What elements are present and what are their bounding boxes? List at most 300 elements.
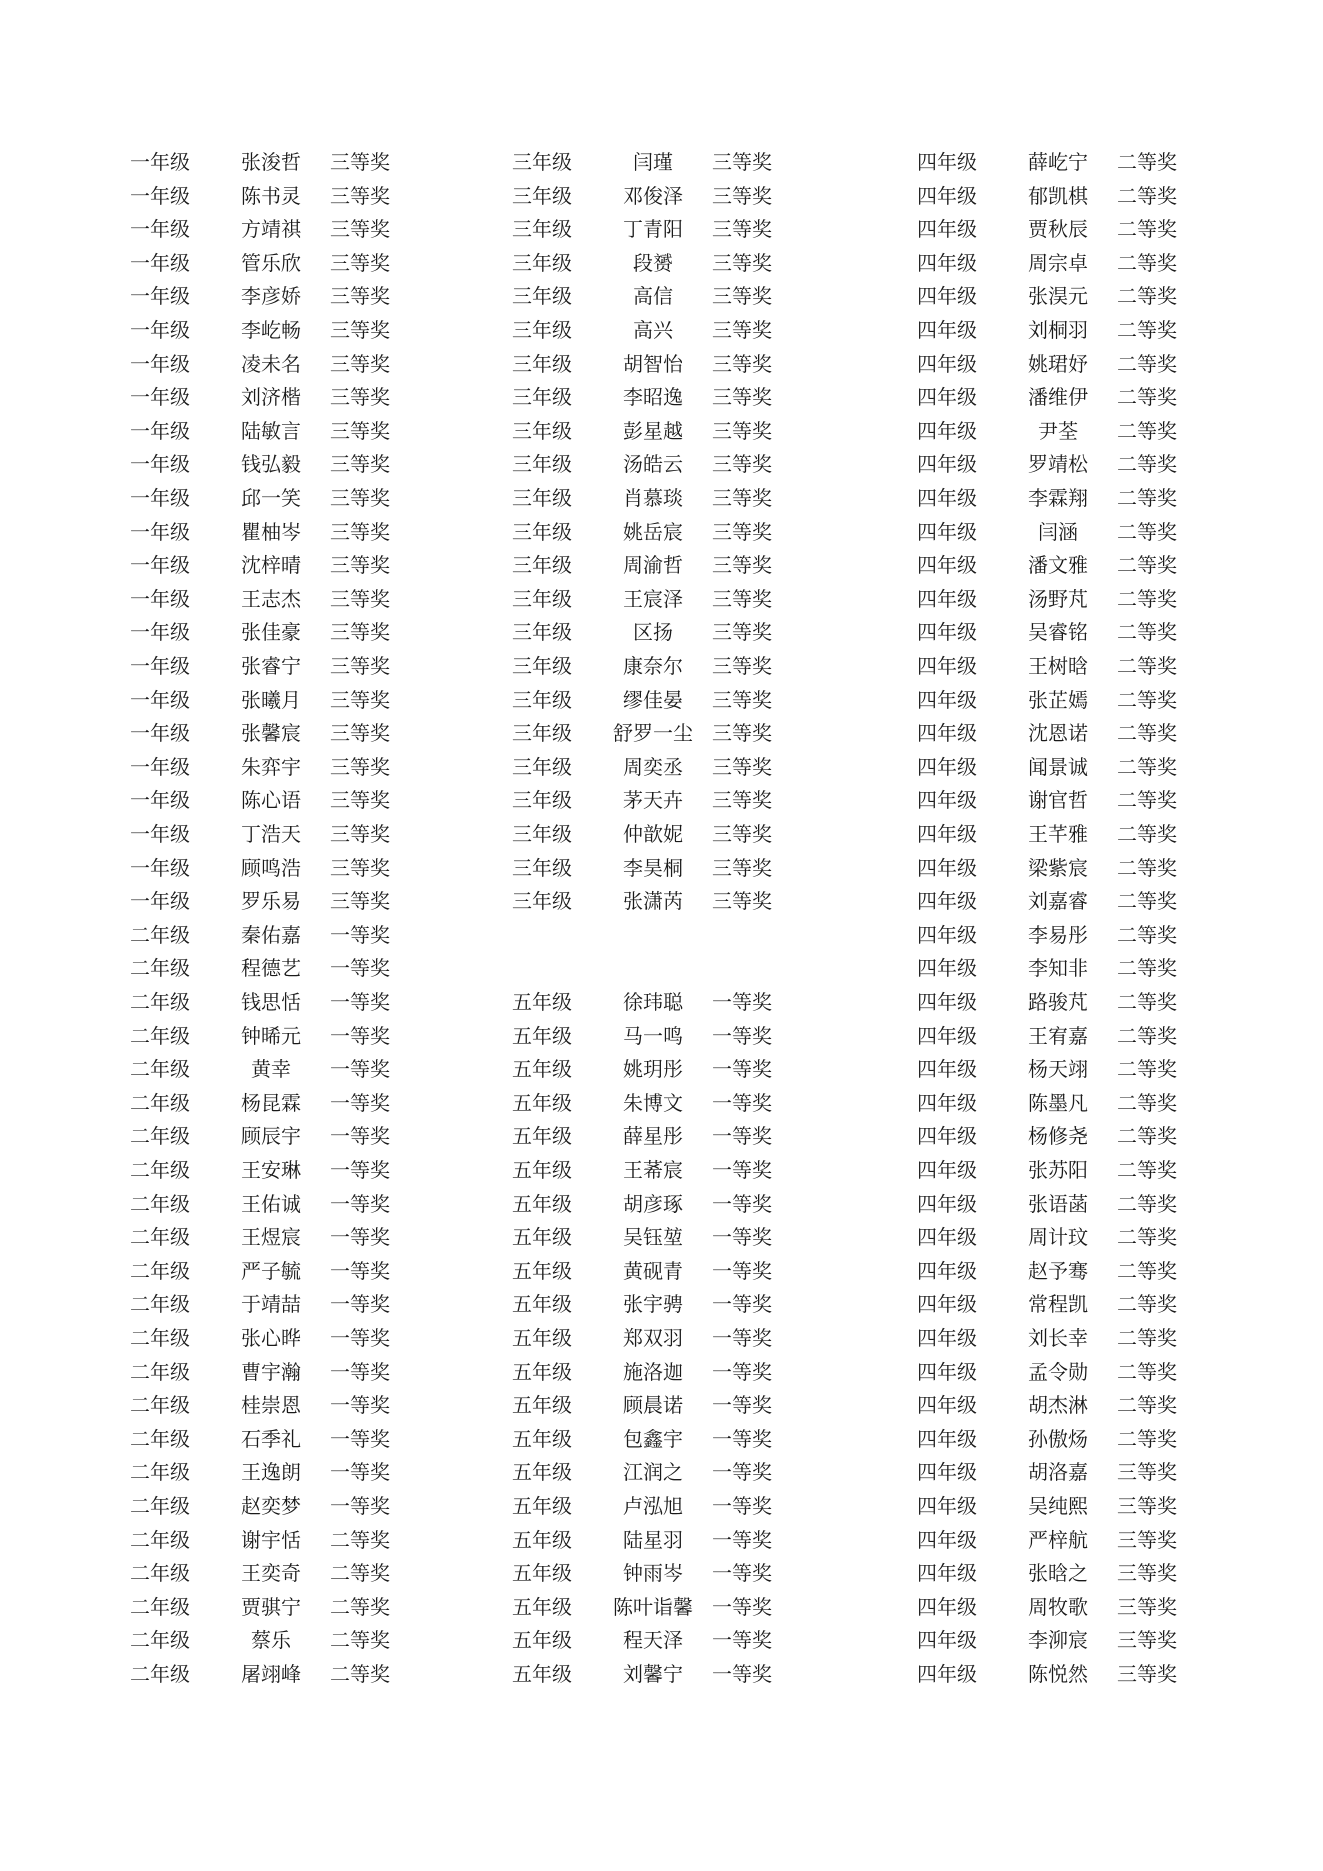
award-cell: 二等奖 xyxy=(1117,990,1177,1014)
award-row xyxy=(512,583,812,616)
award-row xyxy=(512,415,812,448)
award-cell: 二等奖 xyxy=(1117,1158,1177,1182)
award-row xyxy=(917,1087,1217,1120)
grade-cell: 二年级 xyxy=(130,1090,190,1115)
name-cell: 张佳豪 xyxy=(241,620,301,645)
award-row xyxy=(917,1591,1217,1624)
award-cell: 二等奖 xyxy=(1117,1225,1177,1250)
name-cell: 吴睿铭 xyxy=(1028,620,1088,645)
award-row xyxy=(917,1423,1217,1456)
award-cell: 三等奖 xyxy=(712,519,772,544)
grade-cell: 二年级 xyxy=(130,1023,190,1048)
award-row xyxy=(917,1020,1217,1053)
award-cell: 一等奖 xyxy=(330,1023,390,1048)
name-cell: 方靖祺 xyxy=(241,217,301,242)
name-cell: 施洛迦 xyxy=(623,1359,683,1384)
award-row xyxy=(917,784,1217,817)
name-cell: 闫涵 xyxy=(1038,519,1078,544)
award-cell: 一等奖 xyxy=(712,1292,772,1317)
award-cell: 三等奖 xyxy=(330,687,390,712)
grade-cell: 四年级 xyxy=(917,1158,977,1182)
grade-cell: 二年级 xyxy=(130,1460,190,1485)
name-cell: 王莃宸 xyxy=(623,1158,683,1182)
grade-cell: 一年级 xyxy=(130,318,190,342)
grade-cell: 四年级 xyxy=(917,250,977,275)
award-row xyxy=(512,1356,812,1389)
grade-cell: 一年级 xyxy=(130,586,190,611)
name-cell: 钟晞元 xyxy=(241,1023,301,1048)
award-row xyxy=(130,986,430,1019)
name-cell: 凌未名 xyxy=(241,351,301,376)
name-cell: 张睿宁 xyxy=(241,654,301,678)
award-cell: 一等奖 xyxy=(712,1258,772,1283)
name-cell: 姚岳宸 xyxy=(623,519,683,544)
award-cell: 二等奖 xyxy=(1117,385,1177,410)
grade-cell: 五年级 xyxy=(512,1628,572,1653)
award-row xyxy=(130,247,430,280)
grade-cell: 一年级 xyxy=(130,217,190,242)
grade-cell: 三年级 xyxy=(512,721,572,746)
grade-cell: 四年级 xyxy=(917,1460,977,1485)
award-cell: 三等奖 xyxy=(330,150,390,174)
grade-cell: 一年级 xyxy=(130,788,190,813)
grade-cell: 四年级 xyxy=(917,418,977,443)
name-cell: 孙傲炀 xyxy=(1028,1426,1088,1451)
grade-cell: 二年级 xyxy=(130,1662,190,1686)
grade-cell: 四年级 xyxy=(917,855,977,880)
award-row xyxy=(917,684,1217,717)
award-row xyxy=(512,1255,812,1288)
award-cell: 一等奖 xyxy=(330,1191,390,1216)
award-row xyxy=(130,650,430,683)
award-row xyxy=(917,1053,1217,1086)
grade-cell: 一年级 xyxy=(130,183,190,208)
award-cell: 二等奖 xyxy=(1117,788,1177,813)
grade-cell: 三年级 xyxy=(512,385,572,410)
name-cell: 桂崇恩 xyxy=(241,1393,301,1418)
grade-cell: 二年级 xyxy=(130,1124,190,1149)
grade-cell: 四年级 xyxy=(917,1292,977,1317)
name-cell: 张馨宸 xyxy=(241,721,301,746)
name-cell: 陈墨凡 xyxy=(1028,1090,1088,1115)
name-cell: 邱一笑 xyxy=(241,486,301,510)
award-cell: 三等奖 xyxy=(712,687,772,712)
award-cell: 三等奖 xyxy=(330,620,390,645)
grade-cell: 四年级 xyxy=(917,1594,977,1619)
award-cell: 三等奖 xyxy=(712,418,772,443)
grade-cell: 二年级 xyxy=(130,1326,190,1350)
name-cell: 马一鸣 xyxy=(623,1023,683,1048)
grade-cell: 五年级 xyxy=(512,1359,572,1384)
name-cell: 李知非 xyxy=(1028,956,1088,981)
award-cell: 三等奖 xyxy=(712,788,772,813)
award-row xyxy=(512,1020,812,1053)
grade-cell: 一年级 xyxy=(130,284,190,309)
award-cell: 三等奖 xyxy=(330,754,390,779)
award-cell: 二等奖 xyxy=(1117,217,1177,242)
grade-cell: 四年级 xyxy=(917,1561,977,1586)
name-cell: 张宇骋 xyxy=(623,1292,683,1317)
name-cell: 张浚哲 xyxy=(241,150,301,174)
name-cell: 陈书灵 xyxy=(241,183,301,208)
award-cell: 三等奖 xyxy=(330,721,390,746)
name-cell: 张语菡 xyxy=(1028,1191,1088,1216)
award-cell: 三等奖 xyxy=(330,654,390,678)
award-cell: 一等奖 xyxy=(330,1393,390,1418)
award-row xyxy=(512,885,812,918)
name-cell: 周渝哲 xyxy=(623,553,683,578)
award-cell: 一等奖 xyxy=(712,1057,772,1082)
grade-cell: 四年级 xyxy=(917,351,977,376)
award-cell: 一等奖 xyxy=(712,1494,772,1518)
name-cell: 李昊桐 xyxy=(623,855,683,880)
award-cell: 二等奖 xyxy=(1117,889,1177,914)
award-cell: 三等奖 xyxy=(330,385,390,410)
award-row xyxy=(917,1456,1217,1489)
award-cell: 一等奖 xyxy=(712,1662,772,1686)
award-row xyxy=(512,1423,812,1456)
award-cell: 一等奖 xyxy=(712,1090,772,1115)
name-cell: 杨修尧 xyxy=(1028,1124,1088,1149)
grade-cell: 五年级 xyxy=(512,1594,572,1619)
award-row xyxy=(130,751,430,784)
grade-cell: 二年级 xyxy=(130,1191,190,1216)
grade-cell: 一年级 xyxy=(130,519,190,544)
name-cell: 卢泓旭 xyxy=(623,1494,683,1518)
award-row xyxy=(130,1524,430,1557)
name-cell: 康奈尔 xyxy=(623,654,683,678)
award-row xyxy=(917,482,1217,515)
award-row xyxy=(130,885,430,918)
award-cell: 二等奖 xyxy=(1117,1124,1177,1149)
grade-cell: 四年级 xyxy=(917,452,977,477)
award-row xyxy=(917,1255,1217,1288)
award-row xyxy=(130,516,430,549)
name-cell: 王奕奇 xyxy=(241,1561,301,1586)
award-row xyxy=(512,1188,812,1221)
award-row xyxy=(130,415,430,448)
award-row xyxy=(917,448,1217,481)
award-cell: 一等奖 xyxy=(330,1326,390,1350)
grade-cell: 一年级 xyxy=(130,654,190,678)
award-row xyxy=(917,1490,1217,1523)
award-row xyxy=(130,1591,430,1624)
award-cell: 一等奖 xyxy=(712,1225,772,1250)
grade-cell: 三年级 xyxy=(512,822,572,846)
award-cell: 一等奖 xyxy=(330,956,390,981)
grade-cell: 一年级 xyxy=(130,452,190,477)
award-cell: 二等奖 xyxy=(330,1561,390,1586)
award-row xyxy=(130,1154,430,1187)
name-cell: 王安琳 xyxy=(241,1158,301,1182)
name-cell: 王芊雅 xyxy=(1028,822,1088,846)
grade-cell: 二年级 xyxy=(130,1158,190,1182)
name-cell: 薛星彤 xyxy=(623,1124,683,1149)
name-cell: 张曦月 xyxy=(241,687,301,712)
grade-cell: 四年级 xyxy=(917,889,977,914)
grade-cell: 五年级 xyxy=(512,1057,572,1082)
award-row xyxy=(917,1658,1217,1691)
name-cell: 张潇芮 xyxy=(623,889,683,914)
name-cell: 胡洛嘉 xyxy=(1028,1460,1088,1485)
grade-cell: 五年级 xyxy=(512,1527,572,1552)
name-cell: 蔡乐 xyxy=(251,1628,291,1653)
name-cell: 周计玟 xyxy=(1028,1225,1088,1250)
award-row xyxy=(512,180,812,213)
award-row xyxy=(130,1322,430,1355)
grade-cell: 三年级 xyxy=(512,754,572,779)
name-cell: 刘济楷 xyxy=(241,385,301,410)
grade-cell: 三年级 xyxy=(512,250,572,275)
grade-cell: 三年级 xyxy=(512,553,572,578)
award-cell: 一等奖 xyxy=(330,1426,390,1451)
award-row xyxy=(917,146,1217,179)
grade-cell: 三年级 xyxy=(512,620,572,645)
award-row xyxy=(130,180,430,213)
award-cell: 一等奖 xyxy=(712,1393,772,1418)
award-row xyxy=(512,784,812,817)
award-row xyxy=(512,1389,812,1422)
award-row xyxy=(917,180,1217,213)
grade-cell: 四年级 xyxy=(917,183,977,208)
name-cell: 张晗之 xyxy=(1028,1561,1088,1586)
award-cell: 三等奖 xyxy=(712,318,772,342)
award-cell: 三等奖 xyxy=(712,586,772,611)
award-row xyxy=(512,1120,812,1153)
award-cell: 二等奖 xyxy=(1117,1426,1177,1451)
award-cell: 三等奖 xyxy=(712,822,772,846)
award-row xyxy=(917,1624,1217,1657)
award-cell: 二等奖 xyxy=(1117,250,1177,275)
award-cell: 三等奖 xyxy=(1117,1561,1177,1586)
grade-cell: 二年级 xyxy=(130,956,190,981)
grade-cell: 三年级 xyxy=(512,889,572,914)
award-cell: 一等奖 xyxy=(712,1326,772,1350)
award-cell: 一等奖 xyxy=(330,1460,390,1485)
name-cell: 罗靖松 xyxy=(1028,452,1088,477)
award-cell: 一等奖 xyxy=(712,1527,772,1552)
award-row xyxy=(130,1120,430,1153)
grade-cell: 四年级 xyxy=(917,1326,977,1350)
name-cell: 秦佑嘉 xyxy=(241,922,301,947)
award-cell: 三等奖 xyxy=(330,486,390,510)
grade-cell: 三年级 xyxy=(512,788,572,813)
award-row xyxy=(917,415,1217,448)
grade-cell: 三年级 xyxy=(512,486,572,510)
grade-cell: 三年级 xyxy=(512,284,572,309)
name-cell: 赵予骞 xyxy=(1028,1258,1088,1283)
award-cell: 二等奖 xyxy=(1117,687,1177,712)
award-cell: 三等奖 xyxy=(330,788,390,813)
grade-cell: 二年级 xyxy=(130,1628,190,1653)
grade-cell: 二年级 xyxy=(130,1594,190,1619)
award-cell: 三等奖 xyxy=(330,519,390,544)
name-cell: 闻景诚 xyxy=(1028,754,1088,779)
name-cell: 茅天卉 xyxy=(623,788,683,813)
award-cell: 三等奖 xyxy=(712,183,772,208)
grade-cell: 一年级 xyxy=(130,150,190,174)
award-cell: 二等奖 xyxy=(1117,1023,1177,1048)
award-cell: 三等奖 xyxy=(330,250,390,275)
award-cell: 二等奖 xyxy=(330,1662,390,1686)
award-row xyxy=(512,751,812,784)
award-row xyxy=(917,717,1217,750)
grade-cell: 四年级 xyxy=(917,1359,977,1384)
name-cell: 贾骐宁 xyxy=(241,1594,301,1619)
award-row xyxy=(917,280,1217,313)
award-row xyxy=(130,482,430,515)
name-cell: 胡彦琢 xyxy=(623,1191,683,1216)
award-row xyxy=(130,616,430,649)
name-cell: 谢宇恬 xyxy=(241,1527,301,1552)
award-cell: 二等奖 xyxy=(1117,956,1177,981)
grade-cell: 二年级 xyxy=(130,1359,190,1384)
award-row xyxy=(130,314,430,347)
name-cell: 包鑫宇 xyxy=(623,1426,683,1451)
award-row xyxy=(130,1053,430,1086)
award-row xyxy=(130,1255,430,1288)
award-row xyxy=(512,1591,812,1624)
award-cell: 一等奖 xyxy=(330,1494,390,1518)
name-cell: 汤野芃 xyxy=(1028,586,1088,611)
name-cell: 高兴 xyxy=(633,318,673,342)
grade-cell: 四年级 xyxy=(917,150,977,174)
award-cell: 二等奖 xyxy=(1117,418,1177,443)
grade-cell: 五年级 xyxy=(512,1494,572,1518)
grade-cell: 四年级 xyxy=(917,956,977,981)
award-cell: 二等奖 xyxy=(1117,519,1177,544)
award-row xyxy=(130,684,430,717)
award-row xyxy=(917,348,1217,381)
name-cell: 王树晗 xyxy=(1028,654,1088,678)
grade-cell: 一年级 xyxy=(130,553,190,578)
award-row xyxy=(130,213,430,246)
name-cell: 杨昆霖 xyxy=(241,1090,301,1115)
name-cell: 李泖宸 xyxy=(1028,1628,1088,1653)
award-cell: 三等奖 xyxy=(330,418,390,443)
name-cell: 王逸朗 xyxy=(241,1460,301,1485)
name-cell: 李昭逸 xyxy=(623,385,683,410)
grade-cell: 一年级 xyxy=(130,855,190,880)
award-row xyxy=(130,1423,430,1456)
name-cell: 张淏元 xyxy=(1028,284,1088,309)
name-cell: 李屹畅 xyxy=(241,318,301,342)
name-cell: 舒罗一尘 xyxy=(613,721,693,746)
name-cell: 胡智怡 xyxy=(623,351,683,376)
name-cell: 张苏阳 xyxy=(1028,1158,1088,1182)
grade-cell: 五年级 xyxy=(512,1124,572,1149)
award-row xyxy=(917,1288,1217,1321)
award-cell: 一等奖 xyxy=(712,1191,772,1216)
grade-cell: 一年级 xyxy=(130,687,190,712)
award-cell: 一等奖 xyxy=(712,1359,772,1384)
grade-cell: 五年级 xyxy=(512,1292,572,1317)
name-cell: 孟令勋 xyxy=(1028,1359,1088,1384)
name-cell: 高信 xyxy=(633,284,673,309)
grade-cell: 五年级 xyxy=(512,1326,572,1350)
name-cell: 刘馨宁 xyxy=(623,1662,683,1686)
name-cell: 周宗卓 xyxy=(1028,250,1088,275)
award-cell: 一等奖 xyxy=(330,990,390,1014)
award-cell: 三等奖 xyxy=(712,721,772,746)
grade-cell: 四年级 xyxy=(917,687,977,712)
award-cell: 三等奖 xyxy=(1117,1662,1177,1686)
grade-cell: 五年级 xyxy=(512,1090,572,1115)
award-row xyxy=(917,616,1217,649)
award-cell: 三等奖 xyxy=(1117,1594,1177,1619)
award-row xyxy=(512,818,812,851)
award-cell: 一等奖 xyxy=(712,1628,772,1653)
award-cell: 三等奖 xyxy=(712,889,772,914)
grade-cell: 四年级 xyxy=(917,1628,977,1653)
award-row xyxy=(512,1053,812,1086)
grade-cell: 四年级 xyxy=(917,654,977,678)
name-cell: 顾鸣浩 xyxy=(241,855,301,880)
award-cell: 二等奖 xyxy=(1117,1191,1177,1216)
grade-cell: 二年级 xyxy=(130,1561,190,1586)
award-cell: 三等奖 xyxy=(330,217,390,242)
award-row xyxy=(917,952,1217,985)
award-row xyxy=(130,952,430,985)
award-row xyxy=(917,1221,1217,1254)
grade-cell: 二年级 xyxy=(130,990,190,1014)
grade-cell: 四年级 xyxy=(917,990,977,1014)
award-cell: 二等奖 xyxy=(1117,654,1177,678)
name-cell: 仲歆妮 xyxy=(623,822,683,846)
award-row xyxy=(130,1188,430,1221)
award-cell: 二等奖 xyxy=(1117,855,1177,880)
grade-cell: 五年级 xyxy=(512,1191,572,1216)
name-cell: 周奕丞 xyxy=(623,754,683,779)
award-row xyxy=(512,650,812,683)
grade-cell: 三年级 xyxy=(512,855,572,880)
award-row xyxy=(512,616,812,649)
award-row xyxy=(130,1020,430,1053)
award-row xyxy=(512,1557,812,1590)
award-row xyxy=(130,280,430,313)
award-row xyxy=(130,583,430,616)
grade-cell: 四年级 xyxy=(917,586,977,611)
award-row xyxy=(917,1120,1217,1153)
award-row xyxy=(512,213,812,246)
award-row xyxy=(917,1356,1217,1389)
award-row xyxy=(512,314,812,347)
award-cell: 一等奖 xyxy=(712,1460,772,1485)
grade-cell: 四年级 xyxy=(917,822,977,846)
name-cell: 黄砚青 xyxy=(623,1258,683,1283)
name-cell: 刘长幸 xyxy=(1028,1326,1088,1350)
name-cell: 曹宇瀚 xyxy=(241,1359,301,1384)
award-cell: 一等奖 xyxy=(712,1158,772,1182)
name-cell: 刘桐羽 xyxy=(1028,318,1088,342)
name-cell: 路骏芃 xyxy=(1028,990,1088,1014)
name-cell: 汤皓云 xyxy=(623,452,683,477)
award-cell: 二等奖 xyxy=(1117,1258,1177,1283)
award-cell: 三等奖 xyxy=(712,855,772,880)
award-row xyxy=(917,1188,1217,1221)
award-row xyxy=(917,751,1217,784)
award-row xyxy=(917,1389,1217,1422)
award-row xyxy=(917,1524,1217,1557)
name-cell: 程天泽 xyxy=(623,1628,683,1653)
grade-cell: 一年级 xyxy=(130,486,190,510)
award-cell: 二等奖 xyxy=(1117,150,1177,174)
grade-cell: 五年级 xyxy=(512,1561,572,1586)
grade-cell: 四年级 xyxy=(917,1393,977,1418)
name-cell: 王佑诚 xyxy=(241,1191,301,1216)
grade-cell: 四年级 xyxy=(917,385,977,410)
grade-cell: 三年级 xyxy=(512,586,572,611)
